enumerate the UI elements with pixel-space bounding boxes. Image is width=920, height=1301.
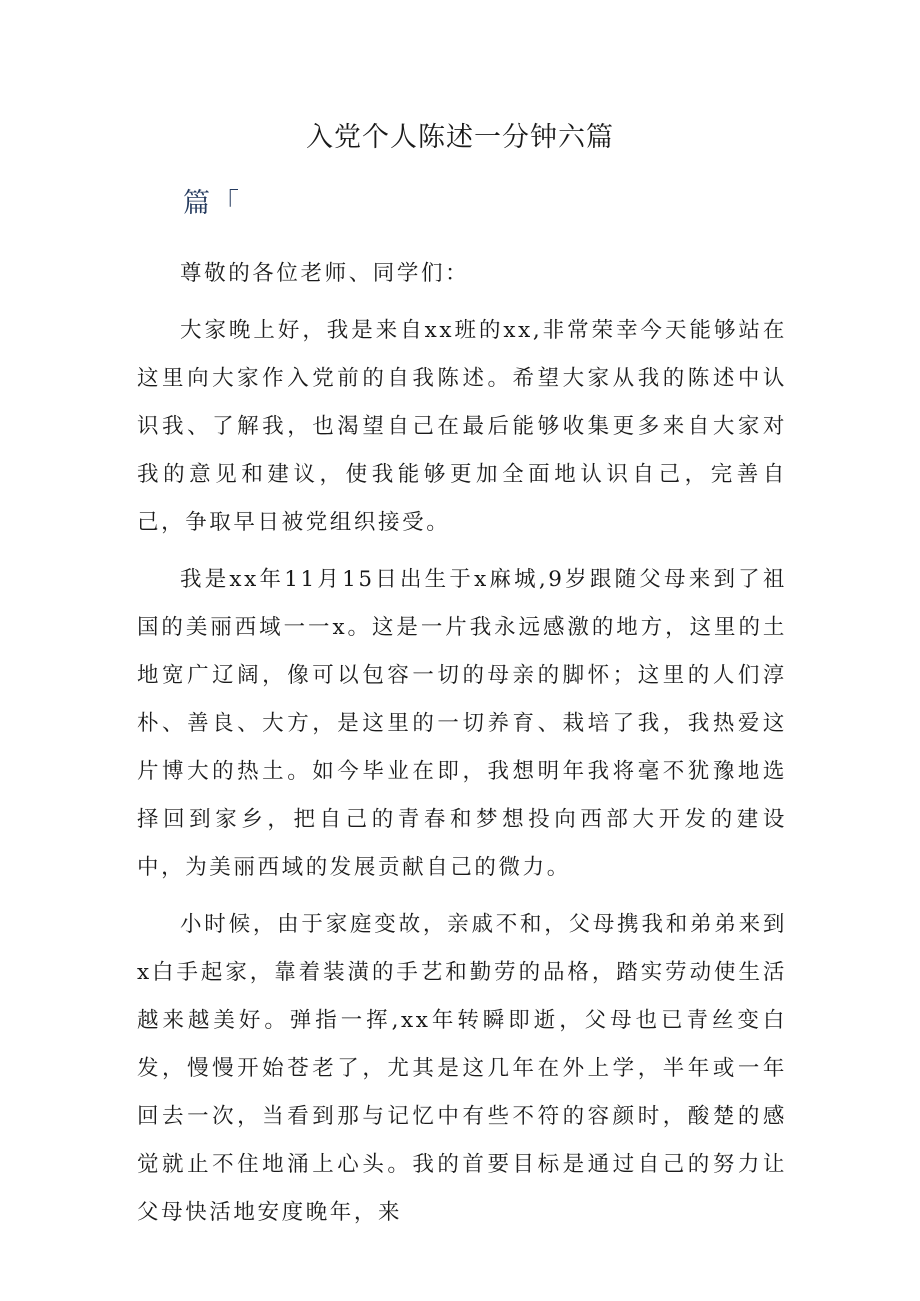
section-heading: 篇「 — [183, 188, 241, 219]
document-body — [137, 250, 787, 1246]
paragraph-background: 我是xx年11月15日出生于x麻城,9岁跟随父母来到了祖国的美丽西域一一x。这是一片我永远感激的地方，这里的土地宽广辽阔，像可以包容一切的母亲的脚怀；这里的人们淳朴、善良、大方，是这里的一切养育、栽培了我，我热爱这片博大的热土。如今毕业在即，我想明年我将毫不犹豫地选择回到家乡，把自己的青春和梦想投向西部大开发的建设中，为美丽西域的发展贡献自己的微力。 — [137, 567, 787, 880]
paragraph-introduction: 大家晚上好，我是来自xx班的xx,非常荣幸今天能够站在这里向大家作入党前的自我陈述。希望大家从我的陈述中认识我、了解我，也渴望自己在最后能够收集更多来自大家对我的意见和建议，使我能够更加全面地认识自己，完善自己，争取早日被党组织接受。 — [137, 318, 787, 535]
document-title: 入党个人陈述一分钟六篇 — [306, 122, 614, 153]
paragraph-salutation: 尊敬的各位老师、同学们： — [180, 261, 470, 286]
paragraph-family: 小时候，由于家庭变故，亲戚不和，父母携我和弟弟来到x白手起家，靠着装潢的手艺和勤劳的品格，踏实劳动使生活越来越美好。弹指一挥,xx年转瞬即逝，父母也已青丝变白发，慢慢开始苍老了，尤其是这几年在外上学，半年或一年回去一次，当看到那与记忆中有些不符的容颜时，酸楚的感觉就止不住地涌上心头。我的首要目标是通过自己的努力让父母快活地安度晚年，来 — [137, 912, 787, 1225]
